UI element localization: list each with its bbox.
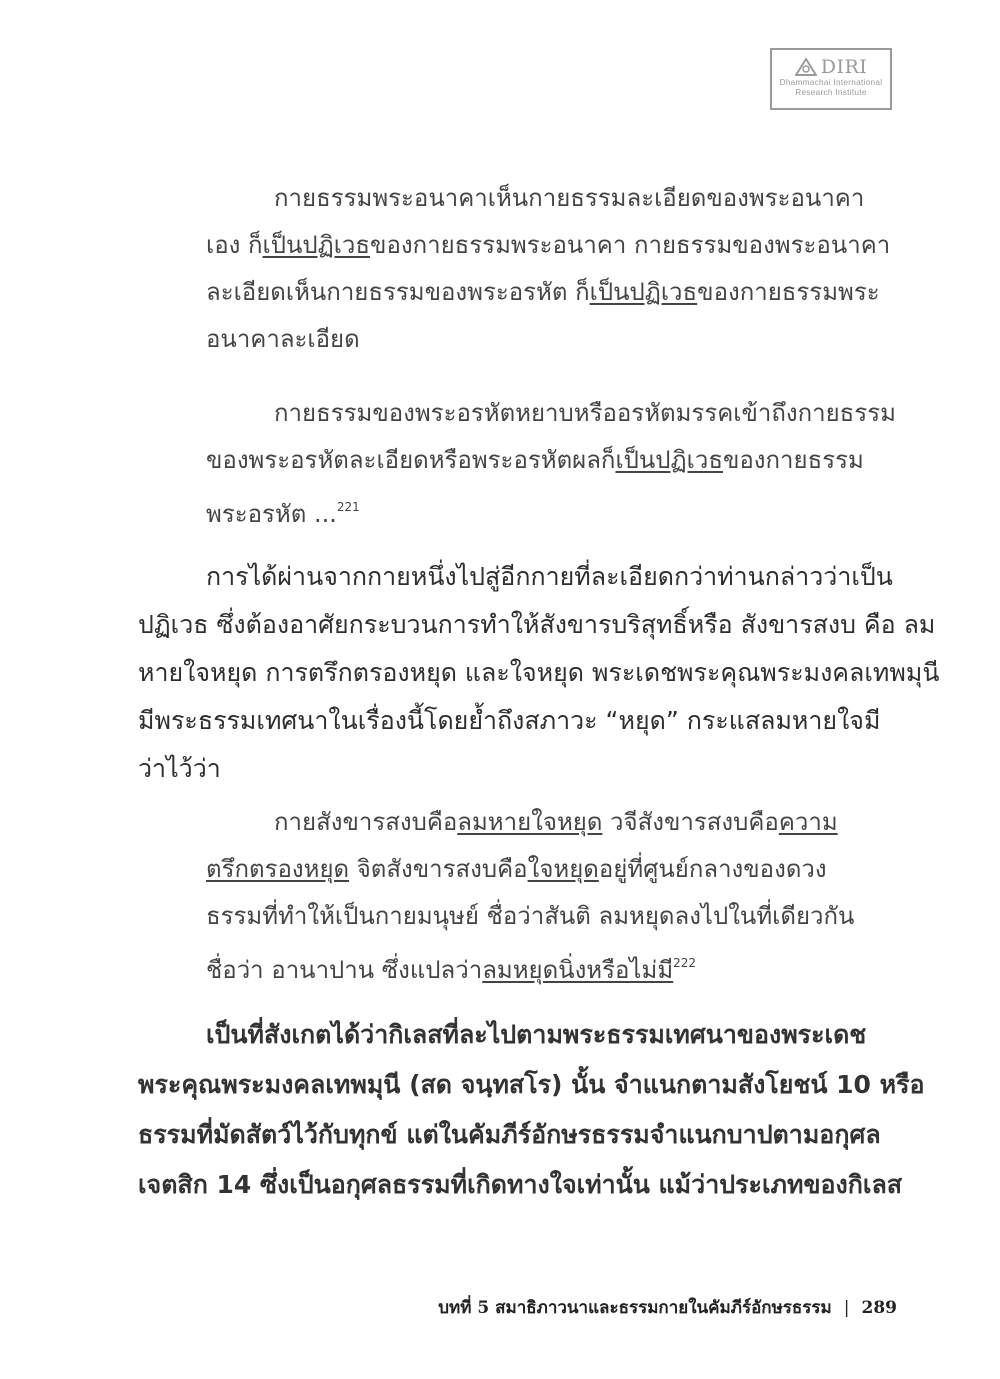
body-paragraph-1: [138, 553, 939, 793]
logo: [770, 48, 892, 110]
underlined-term: ลมหายใจหยุด: [457, 808, 603, 836]
page-number: 289: [861, 1298, 897, 1318]
text-line: กายสังขารสงบคือลมหายใจหยุด วจีสังขารสงบคือความ: [274, 808, 838, 836]
page-footer: [438, 1294, 897, 1321]
text-line: ว่าไว้ว่า: [138, 754, 221, 783]
underlined-term: เป็นปฏิเวธ: [262, 231, 371, 259]
text-line: กายธรรมของพระอรหัตหยาบหรืออรหัตมรรคเข้าถึงกายธรรม: [274, 399, 896, 427]
underlined-term: ลมหยุดนิ่งหรือไม่มี: [482, 956, 674, 984]
underlined-term: ความ: [778, 808, 838, 836]
footnote-ref: 222: [673, 956, 697, 970]
footer-separator: |: [843, 1298, 850, 1318]
quote-paragraph-2: [206, 390, 896, 538]
underlined-term: เป็นปฏิเวธ: [615, 446, 723, 474]
text-line: ตรึกตรองหยุด จิตสังขารสงบคือใจหยุดอยู่ที่ศูนย์กลางของดวง: [206, 855, 827, 883]
text-line: หายใจหยุด การตรึกตรองหยุด และใจหยุด พระเดชพระคุณพระมงคลเทพมุนี: [138, 658, 940, 687]
text-line: เอง ก็เป็นปฏิเวธของกายธรรมพระอนาคา กายธรรมของพระอนาคา: [206, 231, 891, 259]
underlined-term: เป็นปฏิเวธ: [589, 278, 698, 306]
chapter-title: บทที่ 5 สมาธิภาวนาและธรรมกายในคัมภีร์อักษรธรรม: [438, 1298, 832, 1318]
text-line: การได้ผ่านจากกายหนึ่งไปสู่อีกกายที่ละเอียดกว่าท่านกล่าวว่าเป็น: [206, 562, 893, 591]
logo-name: DIRI: [820, 56, 868, 78]
text-line: ปฏิเวธ ซึ่งต้องอาศัยกระบวนการทำให้สังขารบริสุทธิ์หรือ สังขารสงบ คือ ลม: [138, 610, 936, 639]
underlined-term: ใจหยุด: [527, 855, 599, 883]
logo-subtitle-2: Research Institute: [795, 88, 867, 97]
text-line: เป็นที่สังเกตได้ว่ากิเลสที่ละไปตามพระธรรมเทศนาของพระเดช: [206, 1020, 867, 1049]
text-line: พระอรหัต ...$^{221}$: [206, 500, 360, 528]
text-line: ธรรมที่ทำให้เป็นกายมนุษย์ ชื่อว่าสันติ ลมหยุดลงไปในที่เดียวกัน: [206, 902, 855, 930]
text-line: กายธรรมพระอนาคาเห็นกายธรรมละเอียดของพระอนาคา: [274, 184, 865, 212]
underlined-term: ตรึกตรองหยุด: [206, 855, 350, 883]
text-line: ของพระอรหัตละเอียดหรือพระอรหัตผลก็เป็นปฏิเวธของกายธรรม: [206, 446, 864, 474]
text-line: ชื่อว่า อานาปาน ซึ่งแปลว่าลมหยุดนิ่งหรือไม่มี$^{222}$: [206, 956, 697, 984]
text-line: พระคุณพระมงคลเทพมุนี (สด จนฺทสโร) นั้น จำแนกตามสังโยชน์ 10 หรือ: [138, 1070, 925, 1099]
body-paragraph-2: [138, 1010, 925, 1210]
text-line: อนาคาละเอียด: [206, 325, 360, 353]
quote-paragraph-3: [206, 799, 854, 994]
footnote-ref: 221: [336, 500, 360, 514]
text-line: ละเอียดเห็นกายธรรมของพระอรหัต ก็เป็นปฏิเวธของกายธรรมพระ: [206, 278, 880, 306]
logo-subtitle-1: Dhammachai International: [779, 78, 883, 87]
quote-paragraph-1: [206, 175, 890, 363]
text-line: มีพระธรรมเทศนาในเรื่องนี้โดยย้ำถึงสภาวะ “หยุด” กระแสลมหายใจมี: [138, 706, 881, 735]
text-line: เจตสิก 14 ซึ่งเป็นอกุศลธรรมที่เกิดทางใจเท่านั้น แม้ว่าประเภทของกิเลส: [138, 1170, 903, 1199]
text-line: ธรรมที่มัดสัตว์ไว้กับทุกข์ แต่ในคัมภีร์อักษรธรรมจำแนกบาปตามอกุศล: [138, 1120, 881, 1149]
triangle-logo-icon: [795, 58, 817, 76]
